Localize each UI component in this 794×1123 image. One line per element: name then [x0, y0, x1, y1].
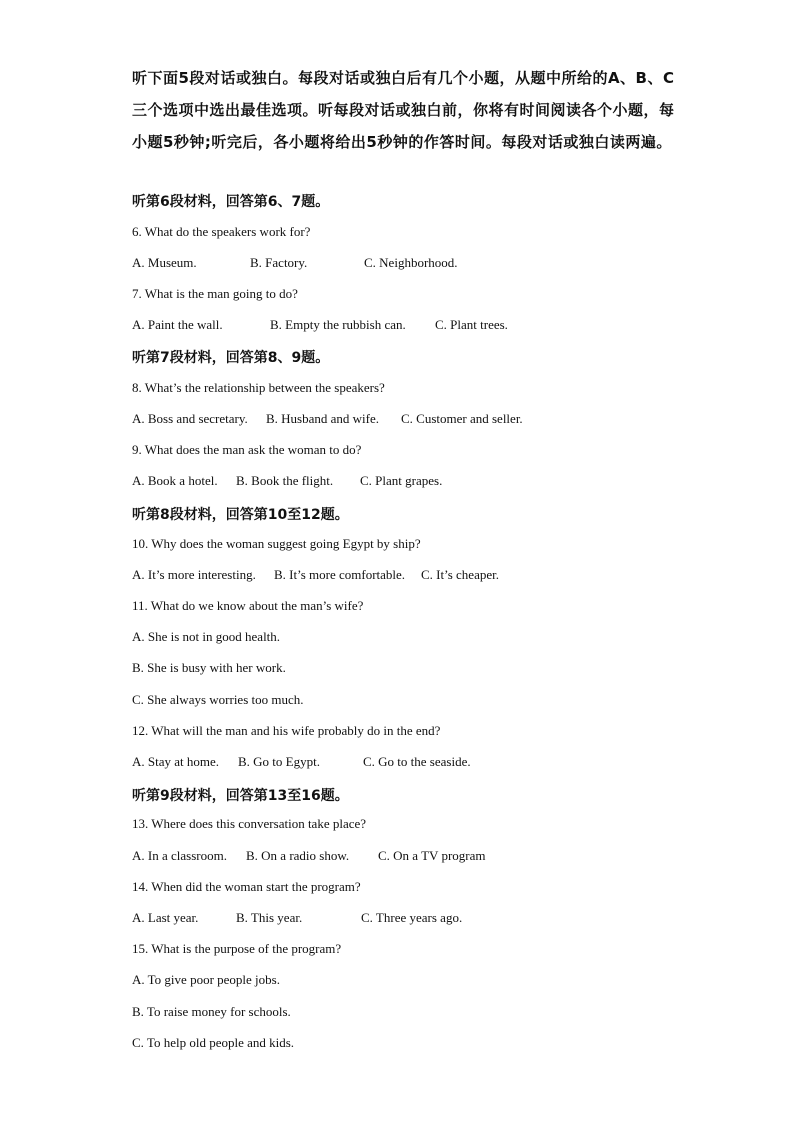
option-a: A. Paint the wall.	[132, 317, 223, 332]
option-c: C. Customer and seller.	[401, 411, 523, 426]
section-instructions: 听下面5段对话或独白。每段对话或独白后有几个小题，从题中所给的A、B、C三个选项中选出最佳选项。听每段对话或独白前，你将有时间阅读各个小题，每小题5秒钟;听完后，各小题将给出5秒钟的作答时间。每段对话或独白读两遍。	[132, 69, 675, 151]
option-c: C. Plant grapes.	[360, 473, 443, 488]
option-b: B. Husband and wife.	[266, 411, 380, 426]
question-13-options	[132, 848, 485, 864]
option-a: A. Museum.	[132, 255, 197, 270]
section-7-header: 听第7段材料，回答第8、9题。	[132, 350, 330, 366]
question-6: 6. What do the speakers work for?	[132, 224, 311, 239]
option-c: C. It’s cheaper.	[421, 567, 499, 582]
question-12-options	[132, 754, 471, 770]
question-13: 13. Where does this conversation take place?	[132, 816, 367, 831]
question-7: 7. What is the man going to do?	[132, 286, 298, 301]
option-b: B. Book the flight.	[236, 473, 334, 488]
question-7-options	[132, 317, 508, 333]
option-b: B. Empty the rubbish can.	[270, 317, 406, 332]
option-b: B. On a radio show.	[246, 848, 350, 863]
option-b: B. It’s more comfortable.	[274, 567, 406, 582]
question-15-option-a: A. To give poor people jobs.	[132, 972, 280, 987]
option-a: A. Book a hotel.	[132, 473, 218, 488]
question-15-option-b: B. To raise money for schools.	[132, 1004, 291, 1019]
question-11-option-a: A. She is not in good health.	[132, 629, 281, 644]
option-c: C. Neighborhood.	[364, 255, 458, 270]
option-c: C. Plant trees.	[435, 317, 508, 332]
section-9-header: 听第9段材料，回答第13至16题。	[132, 788, 349, 804]
option-a: A. Boss and secretary.	[132, 411, 248, 426]
question-15: 15. What is the purpose of the program?	[132, 941, 342, 956]
question-14-options	[132, 910, 462, 926]
option-a: A. In a classroom.	[132, 848, 227, 863]
option-b: B. Factory.	[250, 255, 308, 270]
option-a: A. Stay at home.	[132, 754, 220, 769]
option-a: A. It’s more interesting.	[132, 567, 256, 582]
question-14: 14. When did the woman start the program?	[132, 879, 361, 894]
question-11-option-b: B. She is busy with her work.	[132, 660, 286, 675]
option-b: B. Go to Egypt.	[238, 754, 320, 769]
question-8: 8. What’s the relationship between the speakers?	[132, 380, 385, 395]
question-12: 12. What will the man and his wife probably do in the end?	[132, 723, 441, 738]
question-9: 9. What does the man ask the woman to do?	[132, 442, 362, 457]
section-8-header: 听第8段材料，回答第10至12题。	[132, 507, 349, 523]
option-a: A. Last year.	[132, 910, 199, 925]
option-c: C. Three years ago.	[361, 910, 463, 925]
option-b: B. This year.	[236, 910, 303, 925]
question-10-options	[132, 567, 499, 583]
question-9-options	[132, 473, 442, 489]
question-8-options	[132, 411, 523, 427]
question-15-option-c: C. To help old people and kids.	[132, 1035, 295, 1050]
question-10: 10. Why does the woman suggest going Egypt by ship?	[132, 536, 421, 551]
question-6-options	[132, 255, 458, 271]
option-c: C. Go to the seaside.	[363, 754, 471, 769]
question-11-option-c: C. She always worries too much.	[132, 692, 304, 707]
section-6-header: 听第6段材料，回答第6、7题。	[132, 194, 330, 210]
question-11: 11. What do we know about the man’s wife?	[132, 598, 364, 613]
option-c: C. On a TV program	[378, 848, 486, 863]
